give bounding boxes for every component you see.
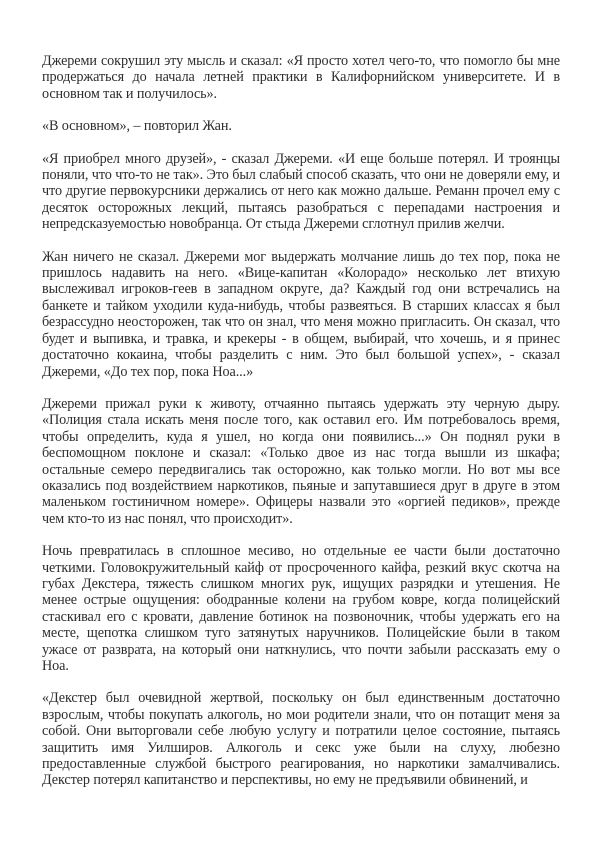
paragraph: Ночь превратилась в сплошное месиво, но отдельные ее части были достаточно четкими. Головокружительный кайф от просроченного кайфа, резкий вкус скотча на губах Декстера, тяжесть слишком многих рук, ищущих разрядки и утешения. Не менее острые ощущения: ободранные колени на грубом ковре, когда полицейский стаскивал его с кровати, давление ботинок на позвоночник, чтобы удержать его на месте, щепотка слишком туго затянутых наручников. Полицейские были в таком ужасе от разврата, на который они наткнулись, что почти забыли рассказать ему о Ноа. — [42, 543, 560, 674]
paragraph: Джереми сокрушил эту мысль и сказал: «Я просто хотел чего-то, что помогло бы мне продержаться до начала летней практики в Калифорнийском университете. И в основном так и получилось». — [42, 53, 560, 102]
paragraph: «Декстер был очевидной жертвой, поскольку он был единственным достаточно взрослым, чтобы покупать алкоголь, но мои родители знали, что он потащит меня за собой. Они выторговали себе любую услугу и потратили целое состояние, пытаясь защитить имя Уилширов. Алкоголь и секс уже были на слуху, любезно предоставленные службой быстрого реагирования, но наркотики замалчивались. Декстер потерял капитанство и перспективы, но ему не предъявили обвинений, и — [42, 690, 560, 789]
paragraph: «В основном», – повторил Жан. — [42, 118, 232, 135]
paragraph: «Я приобрел много друзей», - сказал Джереми. «И еще больше потерял. И троянцы поняли, что что-то не так». Это был слабый способ сказать, что они не доверяли ему, и что другие первокурсники держались от него как можно дальше. Реманн прочел ему с десяток осторожных лекций, пытаясь разобраться с перепадами настроения и непредсказуемостью новобранца. От стыда Джереми сглотнул прилив желчи. — [42, 150, 560, 233]
paragraph: Джереми прижал руки к животу, отчаянно пытаясь удержать эту черную дыру. «Полиция стала искать меня после того, как оставил его. Им потребовалось время, чтобы определить, куда я ушел, но когда они появились...» Он поднял руки в беспомощном поклоне и сказал: «Только двое из нас тогда вышли из шкафа; остальные семеро передвигались так осторожно, как только могли. Но вот мы все оказались под воздействием наркотиков, пьяные и запутавшиеся друг в друге в этом маленьком гостиничном номере». Офицеры назвали это «оргией педиков», прежде чем кто-то из нас понял, что происходит». — [42, 395, 560, 527]
paragraph: Жан ничего не сказал. Джереми мог выдержать молчание лишь до тех пор, пока не пришлось надавить на него. «Вице-капитан «Колорадо» несколько лет втихую выслеживал игроков-геев в западном округе, да? Каждый год они встречались на банкете и тайком уходили куда-нибудь, чтобы развеяться. В старших классах я был безрассудно неосторожен, так что он знал, что меня можно пригласить. Он сказал, что будет и выпивка, и травка, и крекеры - в общем, выбирай, что хочешь, и я принес достаточно кокаина, чтобы разделить с ним. Это был большой успех», - сказал Джереми, «До тех пор, пока Ноа...» — [42, 248, 560, 380]
